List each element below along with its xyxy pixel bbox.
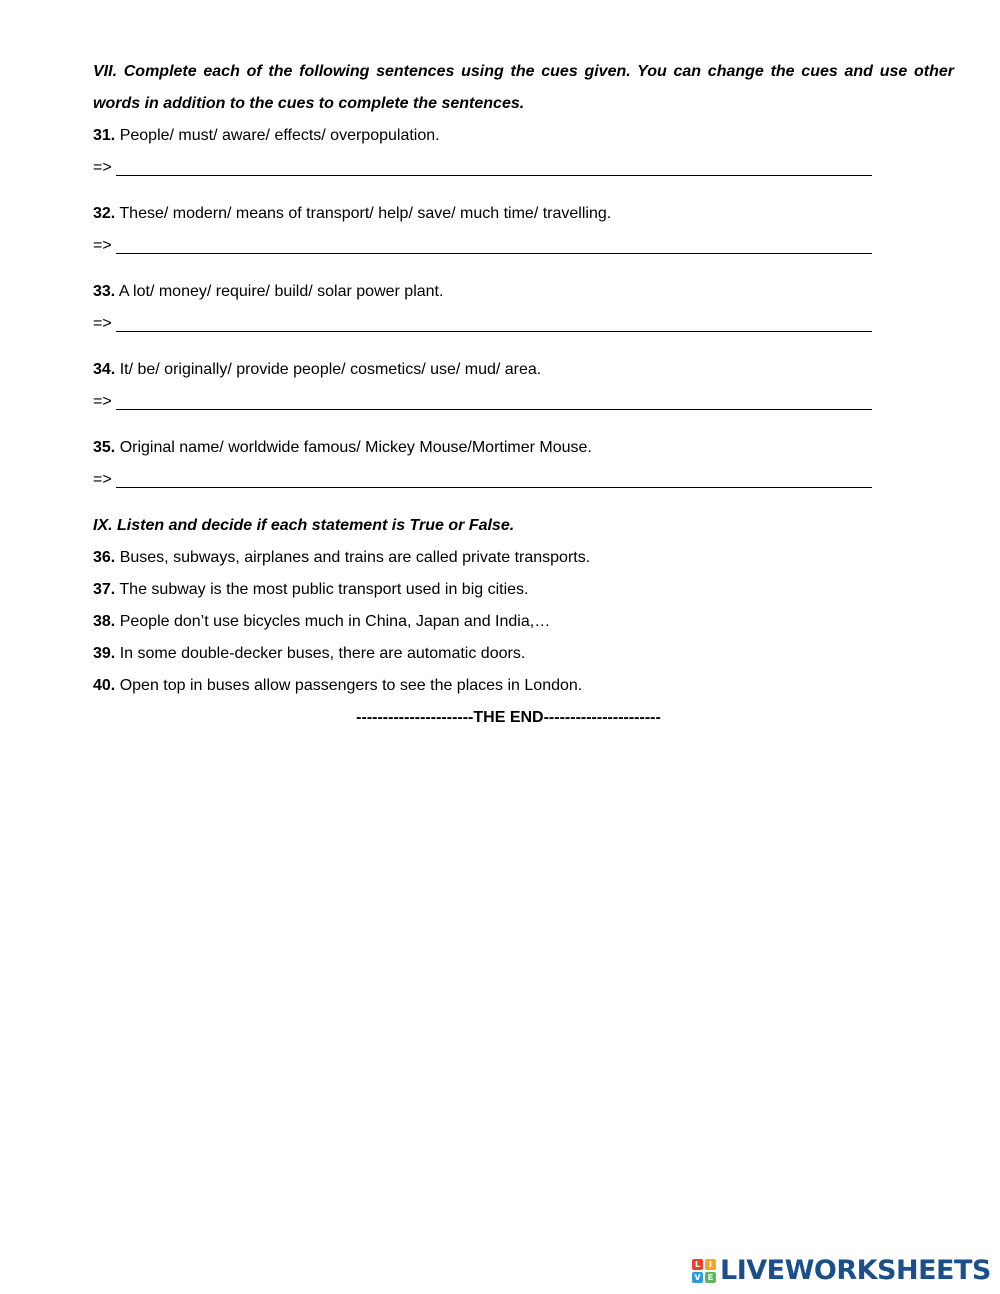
statement-number: 39. [93,645,116,662]
statement-number: 36. [93,549,116,566]
question-number: 34. [93,361,116,378]
answer-input-32[interactable] [116,253,872,254]
statement-number: 40. [93,677,116,694]
statement-text: In some double-decker buses, there are automatic doors. [119,645,526,662]
question-31 [93,120,954,152]
logo-letter-i: I [705,1259,716,1270]
statement-39 [93,638,954,670]
answer-prefix: => [93,315,112,332]
answer-prefix: => [93,237,112,254]
worksheet-page [93,56,954,734]
question-number: 35. [93,439,116,456]
question-cues: A lot/ money/ require/ build/ solar power plant. [118,283,444,300]
logo-wordmark: LIVEWORKSHEETS [720,1255,991,1286]
question-number: 32. [93,205,116,222]
statement-text: The subway is the most public transport used in big cities. [119,581,529,598]
question-33 [93,276,954,308]
answer-row-32 [93,230,872,262]
statement-text: People don’t use bicycles much in China, Japan and India,… [119,613,551,630]
the-end-marker: ----------------------THE END---------------------- [356,709,661,726]
question-cues: People/ must/ aware/ effects/ overpopulation. [119,127,440,144]
question-35 [93,432,954,464]
answer-prefix: => [93,471,112,488]
statement-number: 37. [93,581,116,598]
question-cues: It/ be/ originally/ provide people/ cosmetics/ use/ mud/ area. [119,361,542,378]
question-32 [93,198,954,230]
question-cues: These/ modern/ means of transport/ help/ save/ much time/ travelling. [119,205,612,222]
answer-row-31 [93,152,872,184]
answer-row-33 [93,308,872,340]
answer-input-34[interactable] [116,409,872,410]
answer-input-33[interactable] [116,331,872,332]
statement-36 [93,542,954,574]
question-cues: Original name/ worldwide famous/ Mickey Mouse/Mortimer Mouse. [119,439,592,456]
statement-number: 38. [93,613,116,630]
statement-text: Open top in buses allow passengers to see the places in London. [119,677,583,694]
logo-grid-icon [692,1259,716,1283]
answer-input-31[interactable] [116,175,872,176]
logo-letter-l: L [692,1259,703,1270]
answer-row-34 [93,386,872,418]
question-34 [93,354,954,386]
logo-letter-v: V [692,1272,703,1283]
liveworksheets-logo[interactable] [692,1255,991,1286]
statement-40 [93,670,954,702]
statement-38 [93,606,954,638]
answer-prefix: => [93,159,112,176]
answer-row-35 [93,464,872,496]
answer-input-35[interactable] [116,487,872,488]
statement-37 [93,574,954,606]
answer-prefix: => [93,393,112,410]
section-9-heading: IX. Listen and decide if each statement is True or False. [93,517,515,534]
statement-text: Buses, subways, airplanes and trains are called private transports. [119,549,591,566]
question-number: 33. [93,283,116,300]
question-number: 31. [93,127,116,144]
logo-letter-e: E [705,1272,716,1283]
section-7-heading: VII. Complete each of the following sentences using the cues given. You can change the cues and use other words in addition to the cues to complete the sentences. [93,63,954,112]
